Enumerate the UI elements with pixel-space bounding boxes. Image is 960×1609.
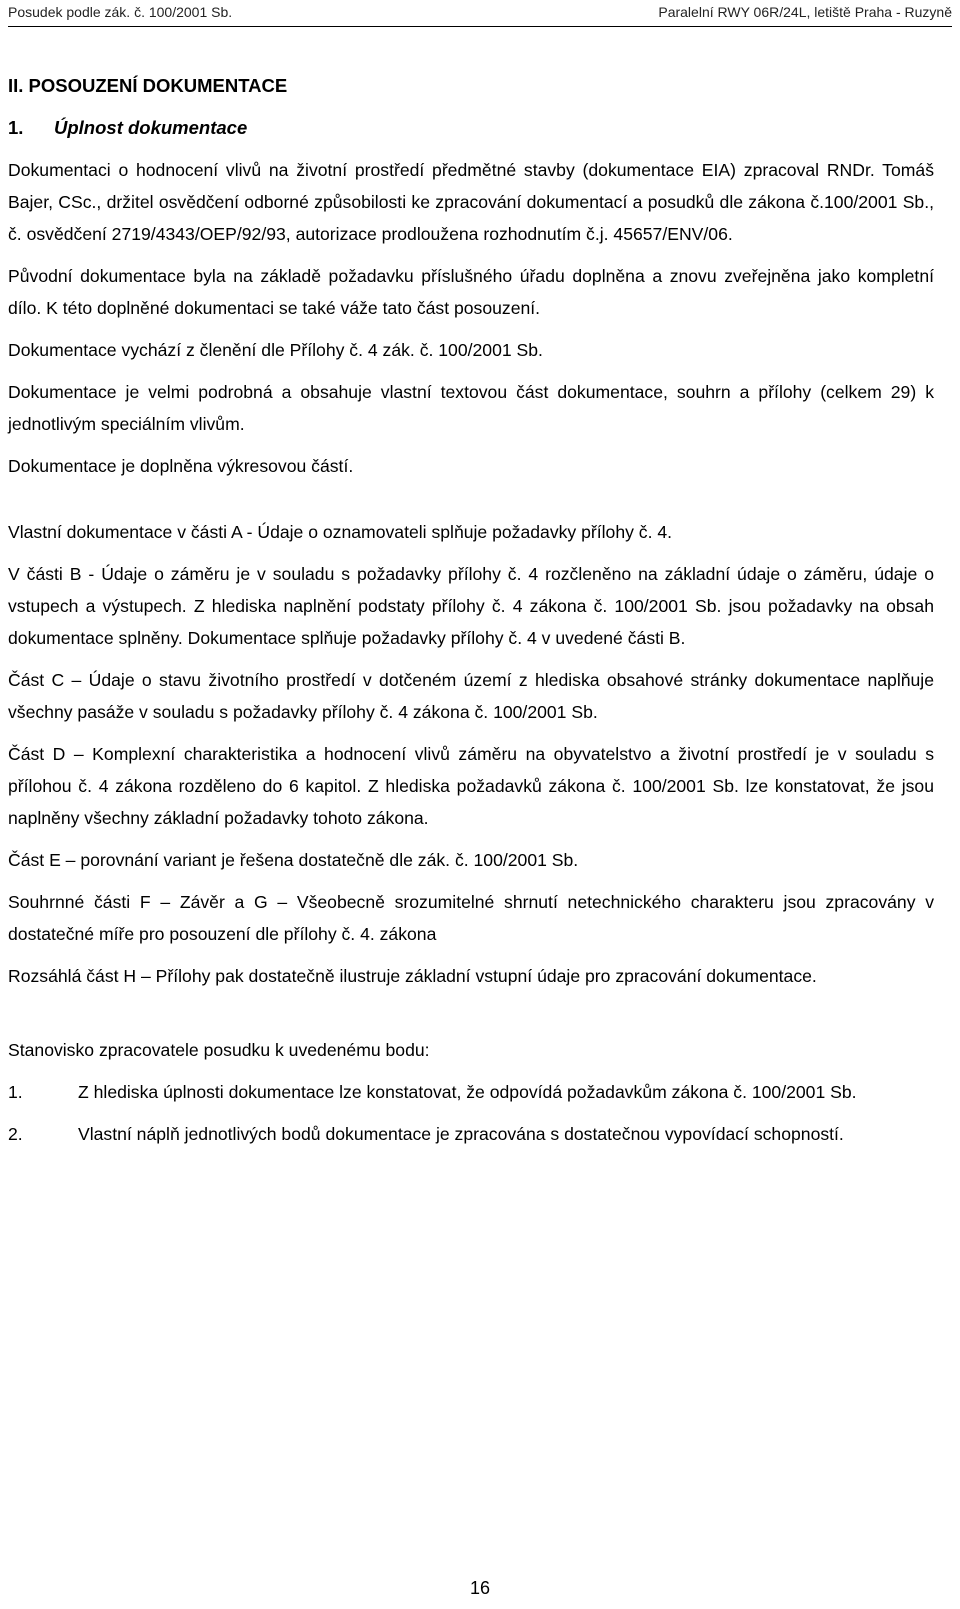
paragraph: Dokumentace vychází z členění dle Přílohy č. 4 zák. č. 100/2001 Sb.: [8, 340, 543, 360]
page-header: [8, 4, 952, 27]
paragraph: Dokumentace je doplněna výkresovou částí.: [8, 456, 354, 476]
document-body: [8, 70, 934, 1160]
header-left-text: Posudek podle zák. č. 100/2001 Sb.: [8, 4, 233, 20]
paragraph: Souhrnné části F – Závěr a G – Všeobecně srozumitelné shrnutí netechnického charakteru jsou zpracovány v dostatečné míře pro posouzení dle přílohy č. 4. zákona: [8, 892, 934, 944]
subsection-title: [8, 112, 934, 144]
list-item-number: 1.: [8, 1082, 23, 1102]
paragraph: Rozsáhlá část H – Přílohy pak dostatečně ilustruje základní vstupní údaje pro zpracování dokumentace.: [8, 966, 817, 986]
paragraph: Dokumentaci o hodnocení vlivů na životní prostředí předmětné stavby (dokumentace EIA) zpracoval RNDr. Tomáš Bajer, CSc., držitel osvědčení odborné způsobilosti ke zpracování dokumentací a posudků dle zákona č.100/2001 Sb., č. osvědčení 2719/4343/OEP/92/93, autorizace prodloužena rozhodnutím č.j. 45657/ENV/06.: [8, 160, 934, 244]
paragraph: Dokumentace je velmi podrobná a obsahuje vlastní textovou část dokumentace, souhrn a přílohy (celkem 29) k jednotlivým speciálním vlivům.: [8, 382, 934, 434]
header-right-text: Paralelní RWY 06R/24L, letiště Praha - Ruzyně: [658, 4, 952, 20]
list-item-text: Z hlediska úplnosti dokumentace lze konstatovat, že odpovídá požadavkům zákona č. 100/2001 Sb.: [78, 1082, 857, 1102]
spacer: [8, 492, 934, 516]
subsection-number: 1.: [8, 117, 24, 138]
list-item: [8, 1076, 934, 1108]
subsection-title-text: Úplnost dokumentace: [54, 117, 248, 138]
section-title: II. POSOUZENÍ DOKUMENTACE: [8, 75, 288, 96]
conclusion-heading: Stanovisko zpracovatele posudku k uvedenému bodu:: [8, 1040, 430, 1060]
list-item-text: Vlastní náplň jednotlivých bodů dokumentace je zpracována s dostatečnou vypovídací schopností.: [78, 1124, 844, 1144]
spacer: [8, 1002, 934, 1034]
page-number: 16: [469, 1578, 491, 1598]
paragraph: Vlastní dokumentace v části A - Údaje o oznamovateli splňuje požadavky přílohy č. 4.: [8, 522, 673, 542]
paragraph: Část E – porovnání variant je řešena dostatečně dle zák. č. 100/2001 Sb.: [8, 850, 579, 870]
list-item: [8, 1118, 934, 1150]
paragraph: Část D – Komplexní charakteristika a hodnocení vlivů záměru na obyvatelstvo a životní prostředí je v souladu s přílohou č. 4 zákona rozděleno do 6 kapitol. Z hlediska požadavků zákona č. 100/2001 Sb. lze konstatovat, že jsou naplněny všechny základní požadavky tohoto zákona.: [8, 744, 934, 828]
list-item-number: 2.: [8, 1124, 23, 1144]
paragraph: V části B - Údaje o záměru je v souladu s požadavky přílohy č. 4 rozčleněno na základní údaje o záměru, údaje o vstupech a výstupech. Z hlediska naplnění podstaty přílohy č. 4 zákona č. 100/2001 Sb. jsou požadavky na obsah dokumentace splněny. Dokumentace splňuje požadavky přílohy č. 4 v uvedené části B.: [8, 564, 934, 648]
paragraph: Část C – Údaje o stavu životního prostředí v dotčeném území z hlediska obsahové stránky dokumentace naplňuje všechny pasáže v souladu s požadavky přílohy č. 4 zákona č. 100/2001 Sb.: [8, 670, 934, 722]
paragraph: Původní dokumentace byla na základě požadavku příslušného úřadu doplněna a znovu zveřejněna jako kompletní dílo. K této doplněné dokumentaci se také váže tato část posouzení.: [8, 266, 934, 318]
